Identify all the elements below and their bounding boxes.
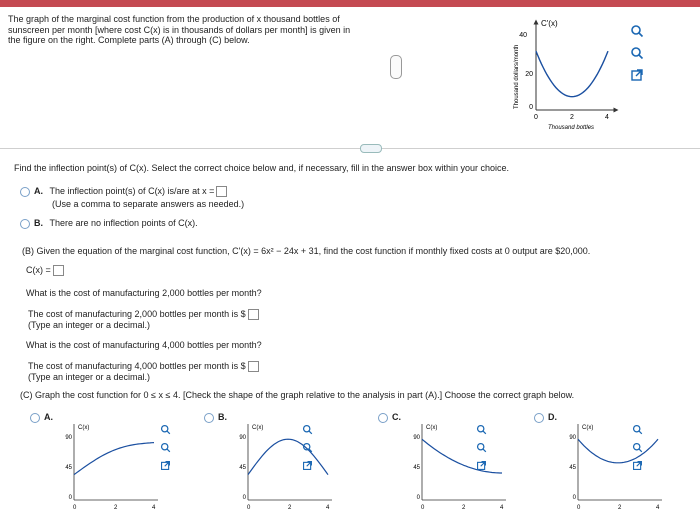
zoom-out-icon[interactable] [632,442,643,453]
partB-a2-hint: (Type an integer or a decimal.) [28,372,151,382]
zoom-out-icon[interactable] [302,442,313,453]
partC-option-3[interactable] [532,410,692,510]
zoom-out-icon[interactable] [630,46,644,60]
partA-option-a-letter: A. [34,186,43,196]
partA-option-a-hint: (Use a comma to separate answers as needed.) [52,199,245,209]
partB-a1-hint: (Type an integer or a decimal.) [28,320,151,330]
partB-q1: What is the cost of manufacturing 2,000 bottles per month? [26,288,262,298]
partC-option-letter: C. [392,412,401,422]
graph-title: C(x) [582,425,594,431]
graph-title: C'(x) [541,19,558,28]
cost-function-row [26,265,64,276]
partC-graph [28,420,178,514]
xtick-0: 0 [247,505,251,511]
zoom-in-icon[interactable] [476,424,487,435]
xtick-2: 2 [462,505,466,511]
xtick-0: 0 [534,114,538,121]
cost-function-label: C(x) = [26,265,51,275]
partB-a1-row [28,309,259,320]
ytick-mid: 45 [65,465,72,471]
section-divider [0,148,700,149]
xtick-2: 2 [570,114,574,121]
ytick-0: 0 [529,104,533,111]
partB-prompt: (B) Given the equation of the marginal cost function, C'(x) = 6x² − 24x + 31, find the cost function if monthly fixed costs at 0 output are $20,000. [22,246,591,256]
partC-option-letter: B. [218,412,227,422]
partA-option-b-radio[interactable] [20,219,30,229]
ytick-top: 90 [569,435,576,441]
xtick-0-y: 0 [68,495,72,501]
xtick-4: 4 [656,505,660,511]
top-accent-band [0,0,700,7]
expand-collapse-handle[interactable] [360,144,382,153]
graph-title: C(x) [426,425,438,431]
popout-icon[interactable] [632,460,643,471]
problem-line-3: the figure on the right. Complete parts (A) through (C) below. [8,35,250,45]
xtick-0: 0 [577,505,581,511]
xtick-0-y: 0 [572,495,576,501]
xtick-4: 4 [605,114,609,121]
partA-option-b [34,218,198,229]
graph-title: C(x) [78,425,90,431]
partC-option-2[interactable] [376,410,536,510]
problem-line-2: sunscreen per month [where cost C(x) is in thousands of dollars per month] is given in [8,24,351,35]
partB-a1-text: The cost of manufacturing 2,000 bottles per month is $ [28,309,246,319]
xtick-0: 0 [421,505,425,511]
ytick-mid: 45 [239,465,246,471]
cost-2000-input[interactable] [248,309,259,320]
ytick-top: 90 [239,435,246,441]
partC-graph [532,420,682,514]
xtick-0-y: 0 [416,495,420,501]
partA-option-a-text: The inflection point(s) of C(x) is/are at x = [49,186,215,196]
xtick-0: 0 [73,505,77,511]
zoom-in-icon[interactable] [630,24,644,38]
panel-resize-handle[interactable] [390,55,402,79]
popout-icon[interactable] [302,460,313,471]
xtick-4: 4 [500,505,504,511]
ytick-top: 90 [413,435,420,441]
zoom-in-icon[interactable] [632,424,643,435]
partA-prompt: Find the inflection point(s) of C(x). Select the correct choice below and, if necessary, fill in the answer box within your choice. [14,163,510,173]
partA-option-b-letter: B. [34,218,43,228]
partC-prompt: (C) Graph the cost function for 0 ≤ x ≤ 4. [Check the shape of the graph relative to the analysis in part (A).] Choose the correct graph below. [20,390,575,400]
graph-title: C(x) [252,425,264,431]
partC-option-letter: A. [44,412,53,422]
popout-icon[interactable] [476,460,487,471]
partB-q2: What is the cost of manufacturing 4,000 bottles per month? [26,340,262,350]
partA-option-a [34,186,227,197]
partC-graph [202,420,352,514]
ytick-40: 40 [519,32,527,39]
popout-icon[interactable] [160,460,171,471]
partC-graph [376,420,526,514]
partB-a2-text: The cost of manufacturing 4,000 bottles per month is $ [28,361,246,371]
xtick-4: 4 [152,505,156,511]
ytick-mid: 45 [569,465,576,471]
xtick-2: 2 [288,505,292,511]
inflection-input[interactable] [216,186,227,197]
xtick-0-y: 0 [242,495,246,501]
partA-option-b-text: There are no inflection points of C(x). [49,218,198,228]
marginal-cost-graph [508,14,628,142]
cost-curve [248,439,328,475]
problem-line-1: The graph of the marginal cost function from the production of x thousand bottles of [8,14,340,24]
ytick-20: 20 [525,71,533,78]
cost-4000-input[interactable] [248,361,259,372]
xtick-2: 2 [618,505,622,511]
zoom-in-icon[interactable] [160,424,171,435]
partB-a2-row [28,361,259,372]
popout-icon[interactable] [630,68,644,82]
zoom-out-icon[interactable] [476,442,487,453]
marginal-cost-curve [536,51,608,97]
xtick-2: 2 [114,505,118,511]
xtick-4: 4 [326,505,330,511]
y-axis-label: Thousand dollars/month [514,44,520,109]
x-axis-label: Thousand bottles [548,125,595,131]
cost-curve [578,439,658,463]
ytick-top: 90 [65,435,72,441]
partC-option-0[interactable] [28,410,188,510]
cost-curve [74,443,154,475]
partA-option-a-radio[interactable] [20,187,30,197]
ytick-mid: 45 [413,465,420,471]
problem-statement [8,14,388,46]
zoom-out-icon[interactable] [160,442,171,453]
partC-option-1[interactable] [202,410,362,510]
cost-function-input[interactable] [53,265,64,276]
partC-option-letter: D. [548,412,557,422]
cost-curve [422,439,502,473]
zoom-in-icon[interactable] [302,424,313,435]
